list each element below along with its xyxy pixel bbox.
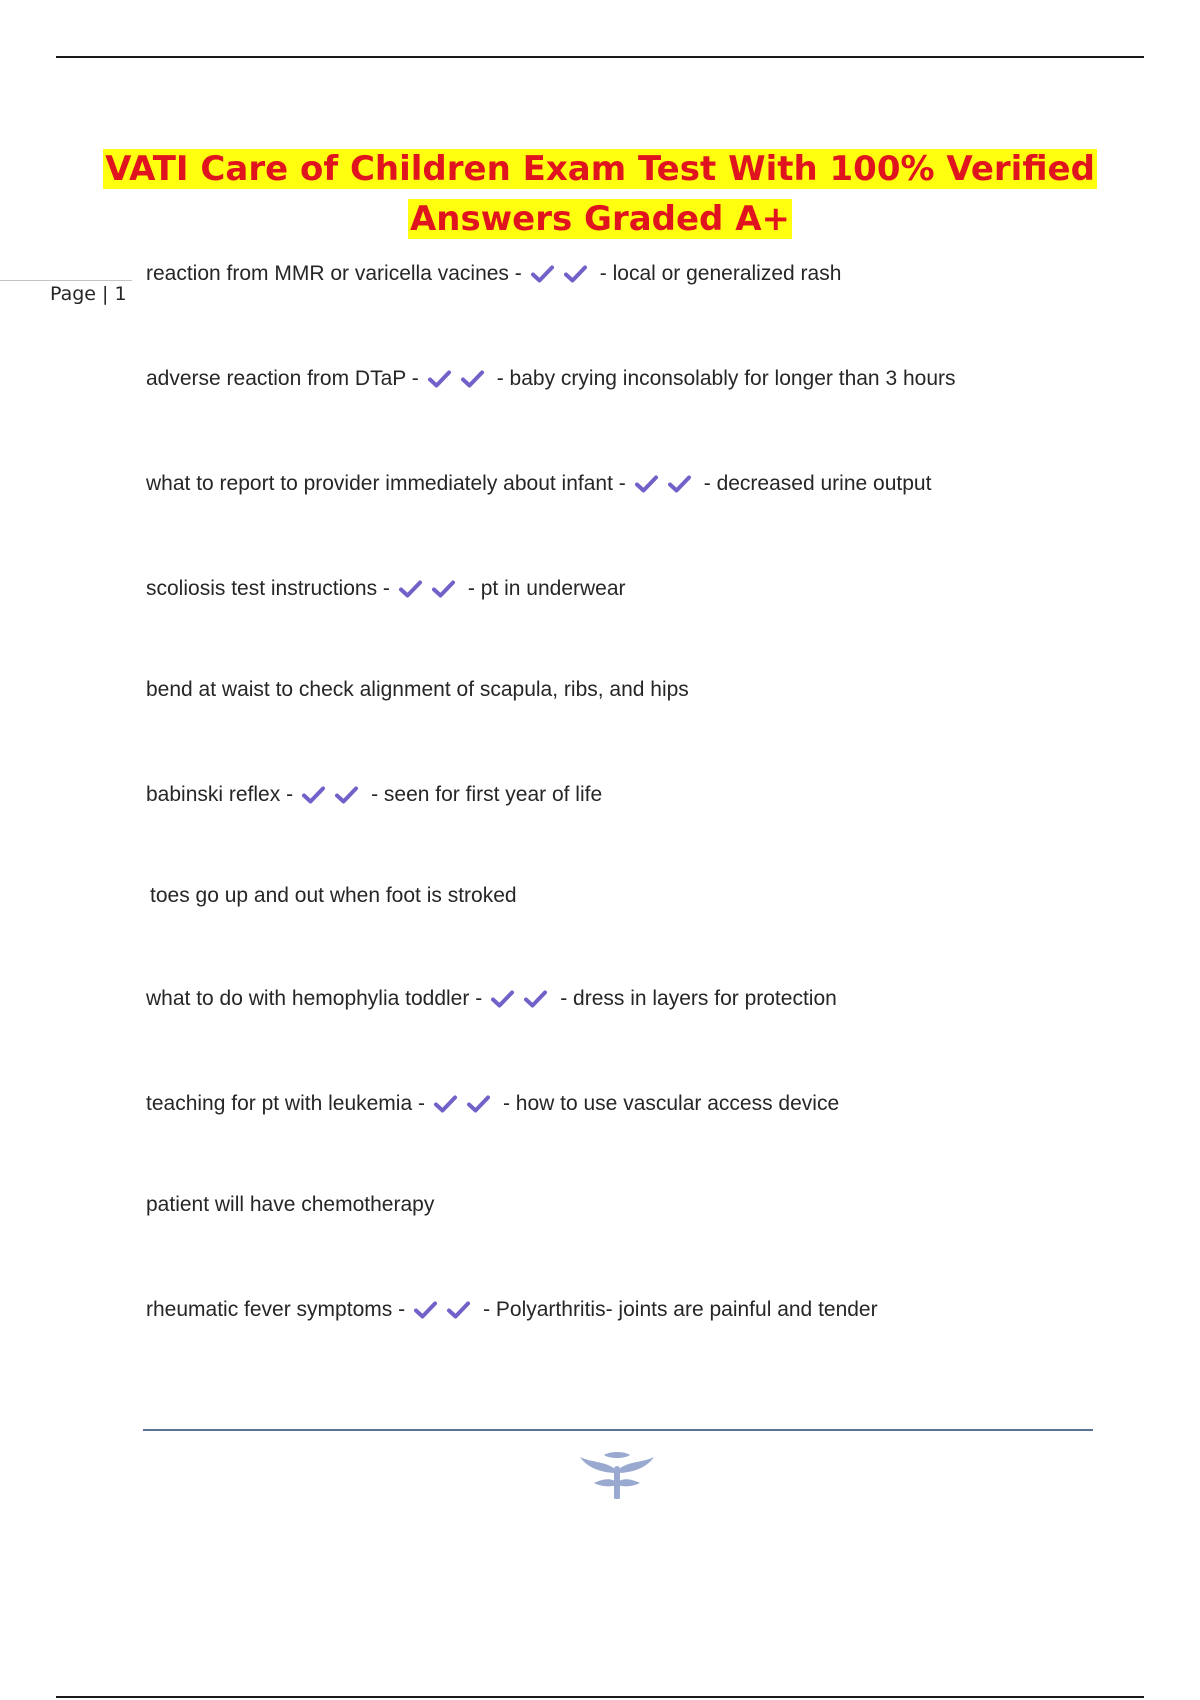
check-pair	[398, 579, 462, 599]
check-pair	[634, 474, 698, 494]
check-mark-icon	[563, 264, 588, 284]
page-number: Page | 1	[50, 283, 127, 305]
check-mark-icon	[667, 474, 692, 494]
answer-text: - local or generalized rash	[599, 262, 842, 285]
list-item	[146, 472, 931, 496]
check-mark-icon	[427, 369, 452, 389]
check-mark-icon	[431, 579, 456, 599]
list-item	[146, 1092, 839, 1116]
question-text: teaching for pt with leukemia -	[146, 1092, 425, 1115]
check-mark-icon	[446, 1300, 471, 1320]
list-item	[146, 367, 956, 391]
list-item	[150, 884, 517, 908]
question-text: adverse reaction from DTaP -	[146, 367, 419, 390]
question-text: scoliosis test instructions -	[146, 577, 390, 600]
question-text: what to report to provider immediately about infant -	[146, 472, 626, 495]
page-label-rule	[0, 280, 132, 281]
answer-text: - how to use vascular access device	[502, 1092, 840, 1115]
check-mark-icon	[530, 264, 555, 284]
check-mark-icon	[433, 1094, 458, 1114]
list-item	[146, 783, 602, 807]
check-mark-icon	[634, 474, 659, 494]
answer-text: - decreased urine output	[703, 472, 932, 495]
footer-rule	[143, 1429, 1093, 1431]
question-text: reaction from MMR or varicella vacines -	[146, 262, 522, 285]
leaf-logo-icon	[578, 1447, 656, 1499]
document-title-text: VATI Care of Children Exam Test With 100% Verified Answers Graded A+	[105, 149, 1095, 239]
check-mark-icon	[334, 785, 359, 805]
list-item	[146, 577, 626, 601]
check-pair	[427, 369, 491, 389]
list-item	[146, 1298, 878, 1322]
check-pair	[433, 1094, 497, 1114]
check-pair	[530, 264, 594, 284]
continuation-text: toes go up and out when foot is stroked	[150, 884, 517, 907]
continuation-text: bend at waist to check alignment of scapula, ribs, and hips	[146, 678, 689, 701]
check-pair	[301, 785, 365, 805]
check-mark-icon	[301, 785, 326, 805]
check-pair	[413, 1300, 477, 1320]
list-item	[146, 262, 841, 286]
question-text: what to do with hemophylia toddler -	[146, 987, 483, 1010]
check-mark-icon	[398, 579, 423, 599]
list-item	[146, 987, 837, 1011]
answer-text: - baby crying inconsolably for longer than 3 hours	[496, 367, 956, 390]
check-mark-icon	[460, 369, 485, 389]
check-mark-icon	[490, 989, 515, 1009]
answer-text: - Polyarthritis- joints are painful and tender	[483, 1298, 878, 1321]
list-item	[146, 1193, 434, 1217]
question-text: babinski reflex -	[146, 783, 294, 806]
question-text: rheumatic fever symptoms -	[146, 1298, 406, 1321]
document-title	[100, 144, 1100, 244]
bottom-rule	[56, 1696, 1144, 1698]
check-mark-icon	[466, 1094, 491, 1114]
continuation-text: patient will have chemotherapy	[146, 1193, 435, 1216]
list-item	[146, 678, 689, 702]
check-mark-icon	[523, 989, 548, 1009]
check-pair	[490, 989, 554, 1009]
answer-text: - pt in underwear	[467, 577, 626, 600]
header-rule	[56, 56, 1144, 58]
answer-text: - dress in layers for protection	[560, 987, 837, 1010]
answer-text: - seen for first year of life	[371, 783, 603, 806]
check-mark-icon	[413, 1300, 438, 1320]
